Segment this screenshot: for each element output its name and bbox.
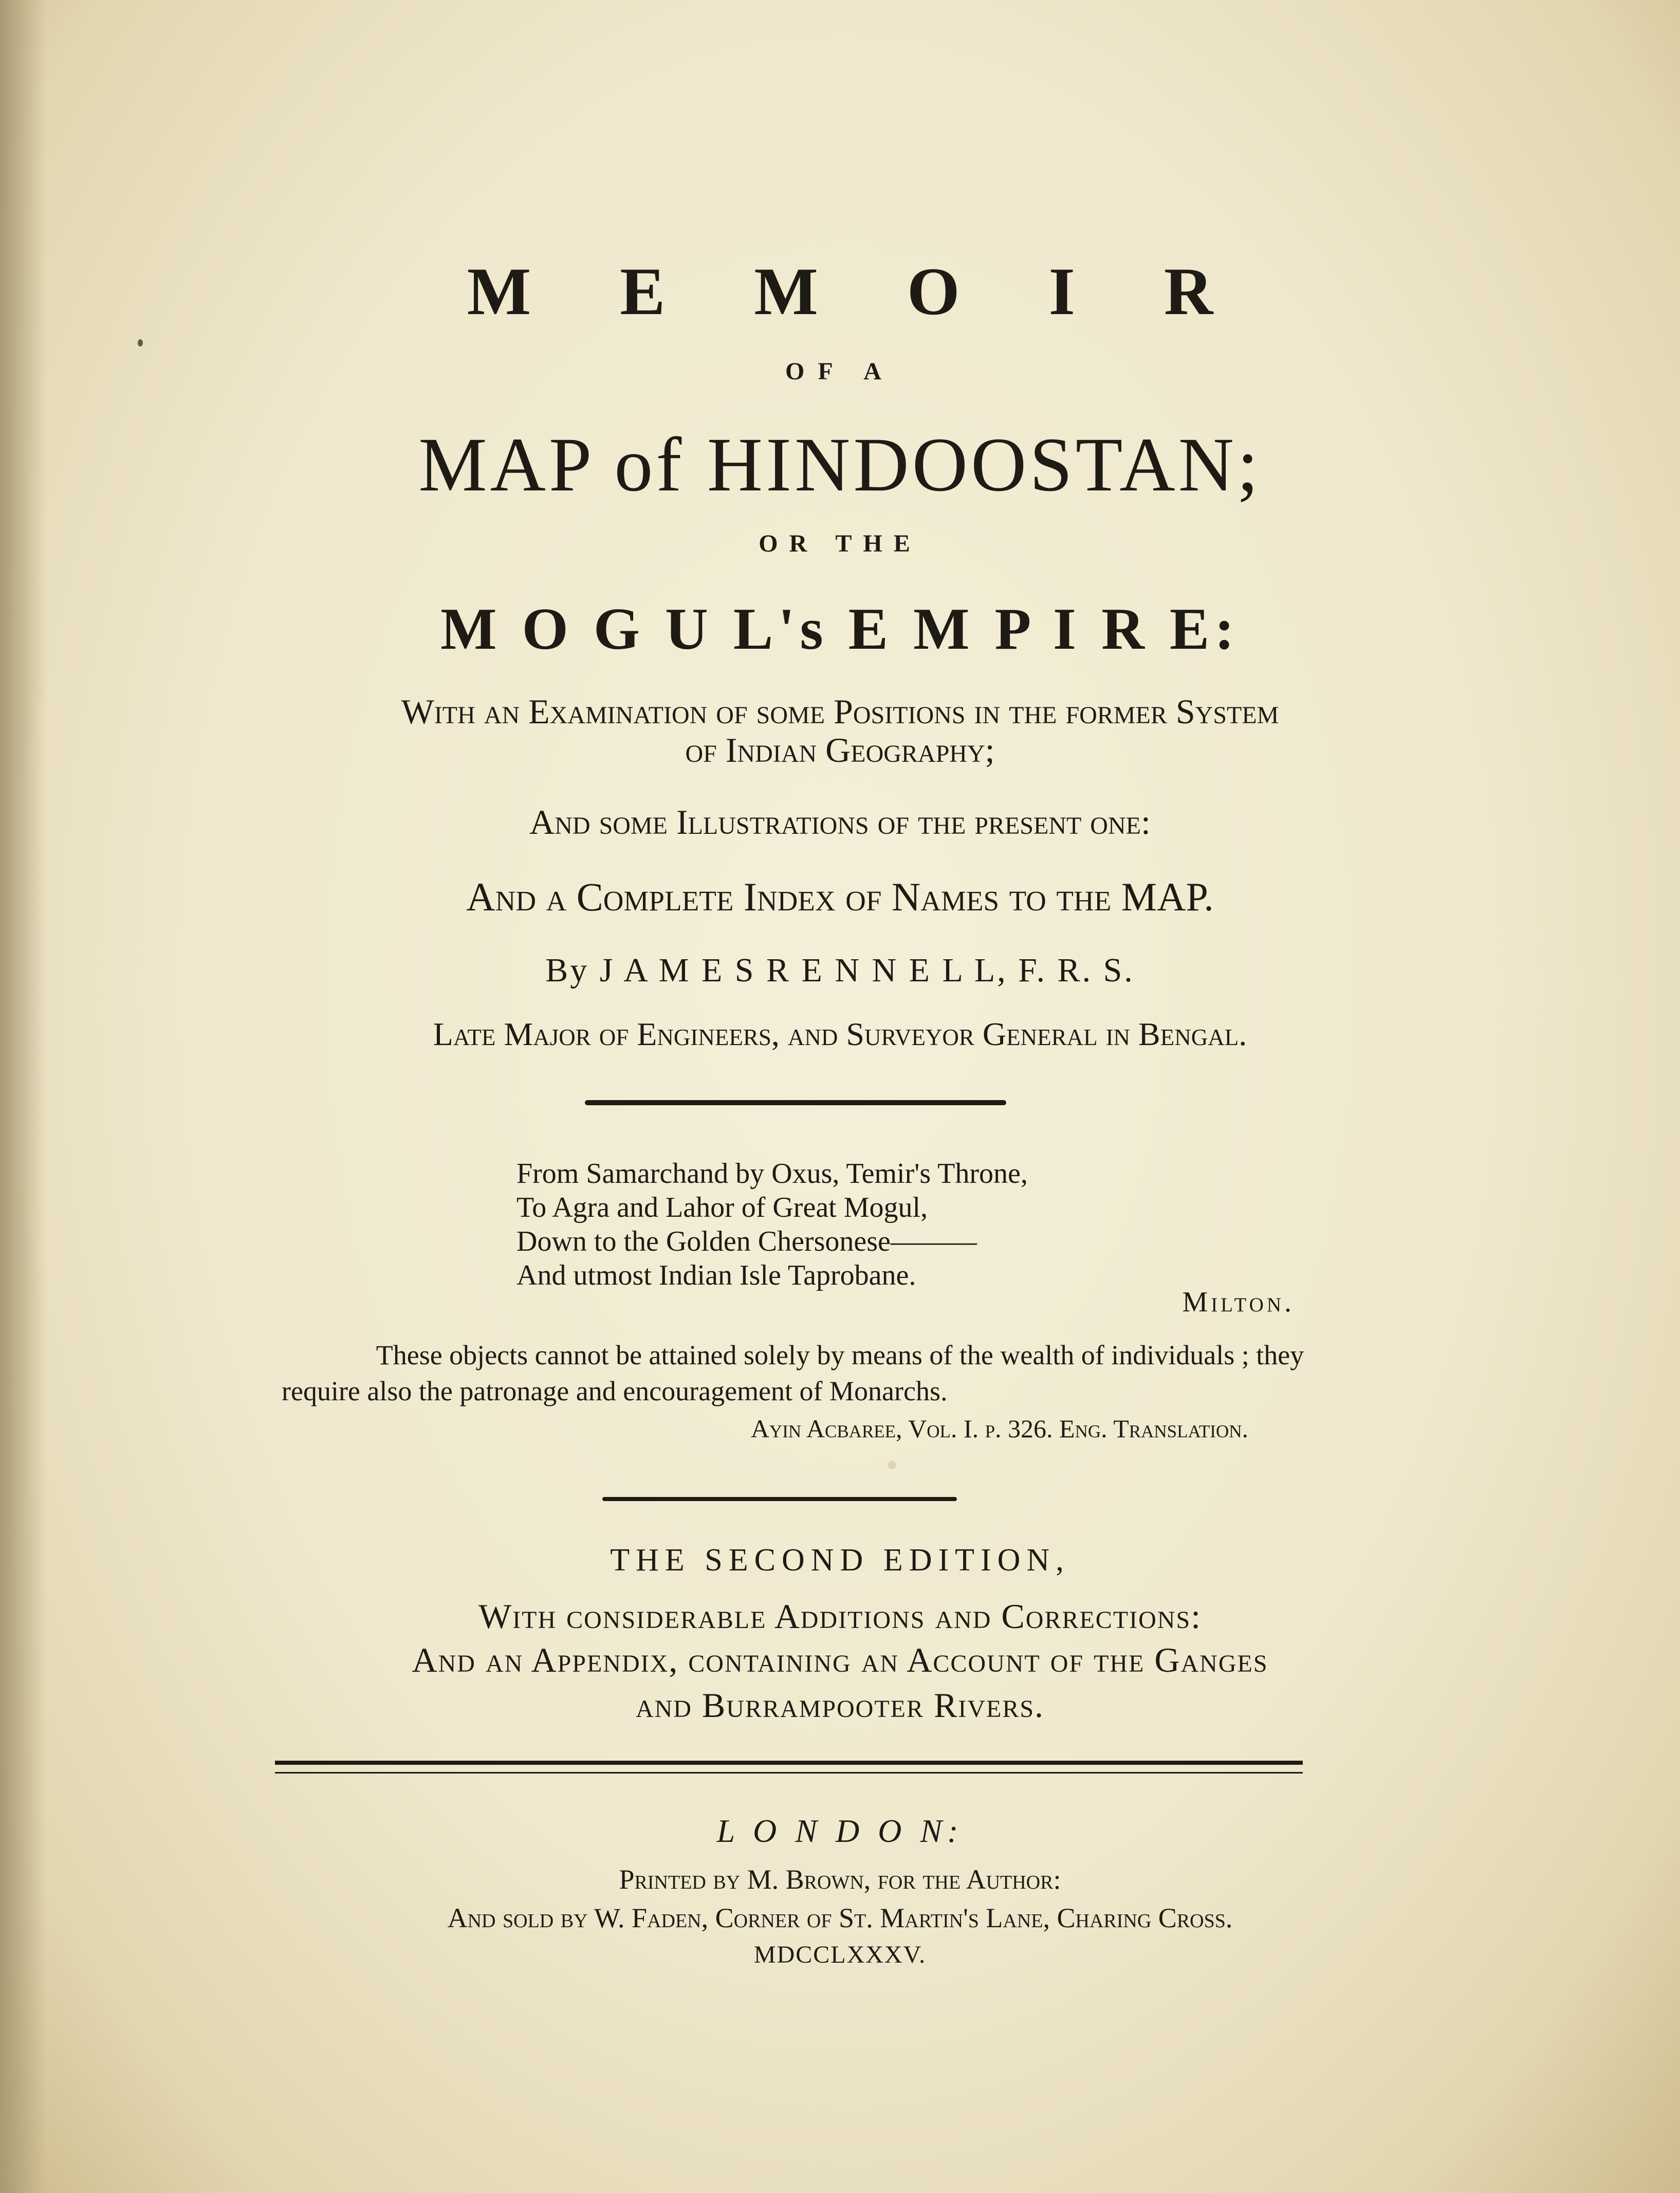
title-moguls-empire: M O G U L's E M P I R E: xyxy=(440,596,1240,662)
subtitle-line-2: of Indian Geography; xyxy=(685,730,995,770)
verse-line-2: To Agra and Lahor of Great Mogul, xyxy=(516,1192,928,1223)
subtitle-line-1: With an Examination of some Positions in the former System xyxy=(401,692,1279,731)
author-position: Late Major of Engineers, and Surveyor General in Bengal. xyxy=(433,1016,1247,1052)
double-rule-top xyxy=(275,1761,1303,1765)
title-of-a: OF A xyxy=(785,358,895,385)
imprint-seller: And sold by W. Faden, Corner of St. Martin's Lane, Charing Cross. xyxy=(447,1903,1233,1933)
title-memoir: M E M O I R xyxy=(467,253,1249,329)
subtitle-line-3: And some Illustrations of the present one: xyxy=(529,802,1151,842)
edition-line-4: and Burrampooter Rivers. xyxy=(635,1686,1045,1725)
imprint-year: MDCCLXXXV. xyxy=(753,1941,927,1968)
double-rule-bottom xyxy=(275,1772,1303,1774)
ornamental-rule xyxy=(602,1497,957,1501)
author-by-line: By J A M E S R E N N E L L, F. R. S. xyxy=(545,952,1135,989)
verse-attribution: Milton. xyxy=(1182,1286,1295,1318)
verse-line-3: Down to the Golden Chersonese——— xyxy=(516,1226,977,1257)
edition-line-1: THE SECOND EDITION, xyxy=(610,1543,1070,1578)
foxing-spot xyxy=(888,1461,896,1469)
verse-line-1: From Samarchand by Oxus, Temir's Throne, xyxy=(516,1158,1028,1190)
edition-line-3: And an Appendix, containing an Account of the Ganges xyxy=(412,1640,1268,1679)
quote-line-2: require also the patronage and encouragement of Monarchs. xyxy=(282,1376,948,1406)
ornamental-rule xyxy=(585,1100,1006,1105)
title-map-of-hindoostan: MAP of HINDOOSTAN; xyxy=(418,422,1262,507)
quote-attribution: Ayin Acbaree, Vol. I. p. 326. Eng. Translation. xyxy=(750,1414,1248,1443)
title-or-the: OR THE xyxy=(759,530,921,557)
subtitle-line-4: And a Complete Index of Names to the MAP. xyxy=(466,874,1214,919)
edition-line-2: With considerable Additions and Corrections: xyxy=(478,1597,1202,1636)
quote-line-1: These objects cannot be attained solely by means of the wealth of individuals ; they xyxy=(376,1340,1304,1370)
imprint-printer: Printed by M. Brown, for the Author: xyxy=(619,1864,1061,1895)
verse-line-4: And utmost Indian Isle Taprobane. xyxy=(516,1259,916,1291)
imprint-city: L O N D O N: xyxy=(716,1813,964,1849)
foxing-spot xyxy=(138,339,143,346)
